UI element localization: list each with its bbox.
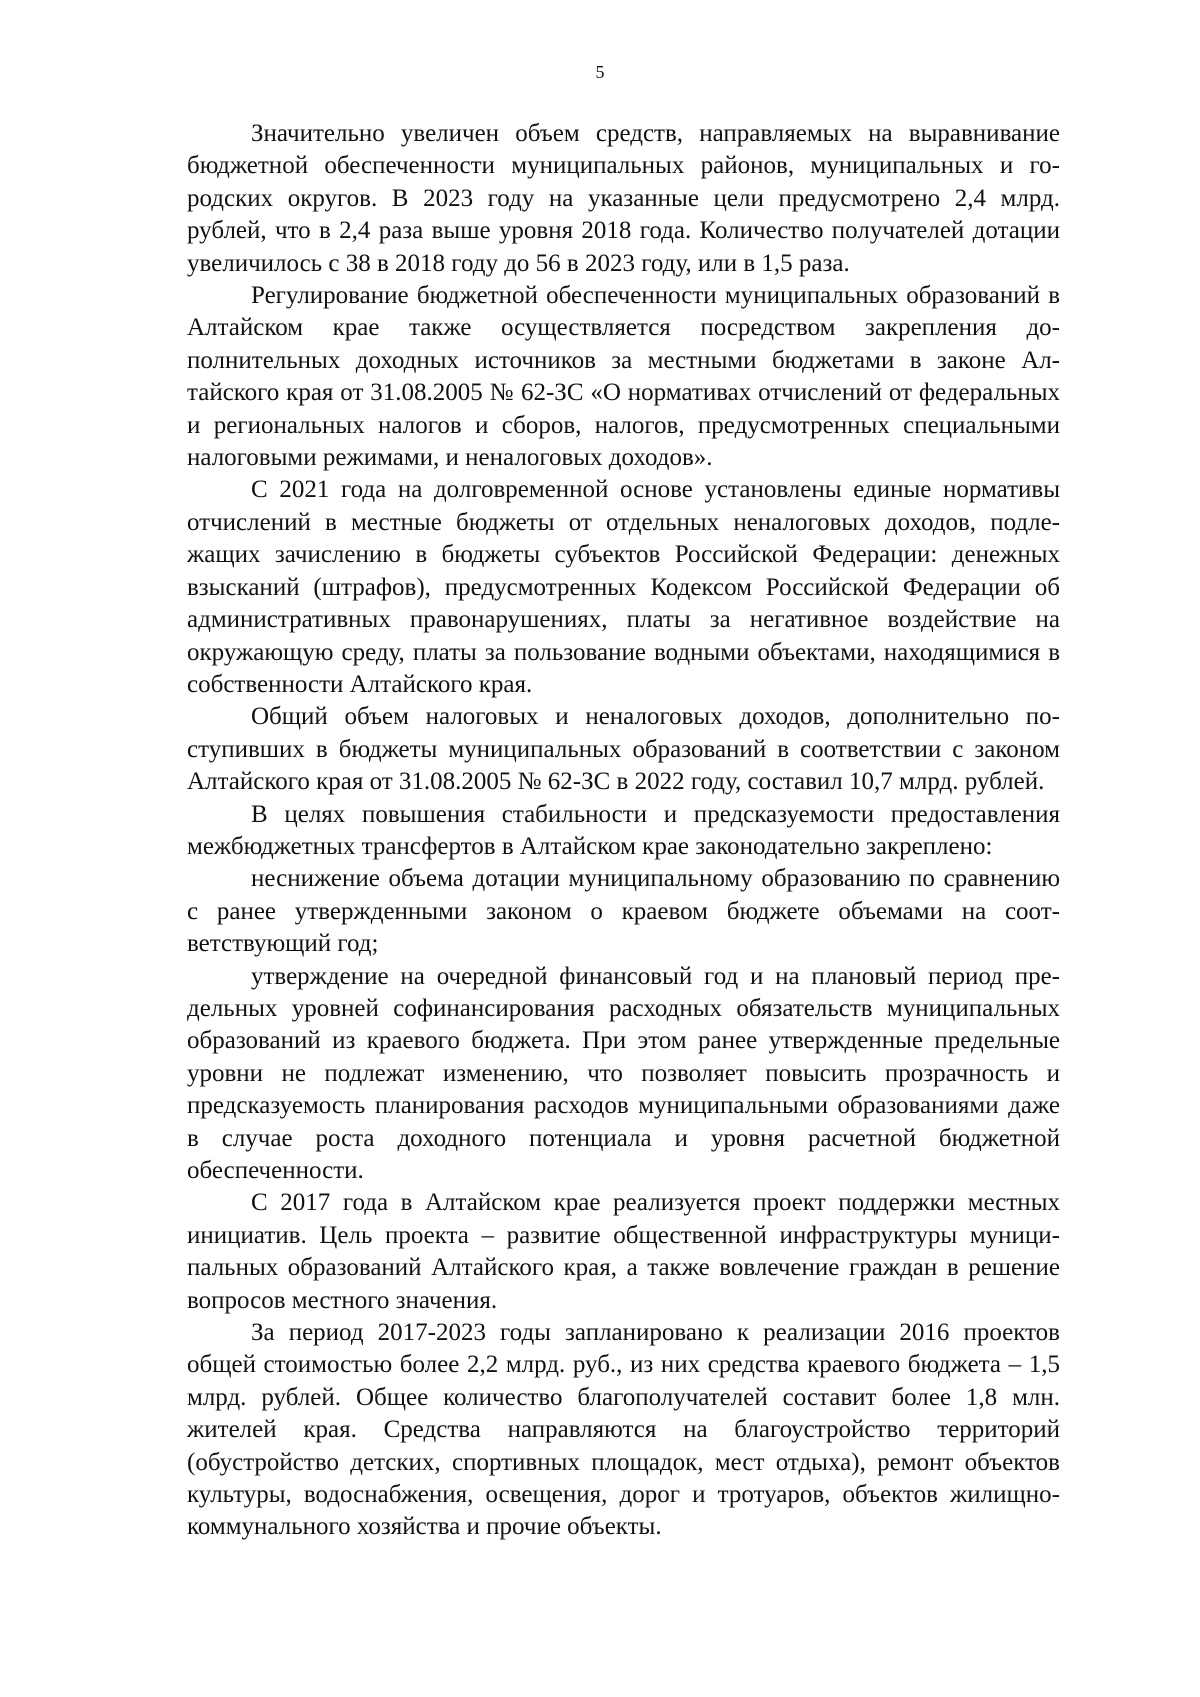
paragraph-projects-period: За период 2017-2023 годы запланировано к реализации 2016 проектов общей стоимостью более 2,2 млрд. руб., из них средства краевого бюджета – 1,5 млрд. рублей. Общее количество благополучателей составит более 1,8 млн. жителей края. Средства направляются на благоустройство территорий (обустройство детских, спортивных площадок, мест отдыха), ремонт объектов культуры, водоснабжения, освещения, дорог и тротуаров, объектов жилищно-коммунального хозяйства и прочие объекты. [187,1319,1060,1541]
document-body [187,118,1060,1544]
paragraph-budget-regulation: Регулирование бюджетной обеспеченности муниципальных образований в Алтайском крае также осуществляется посредством закрепления дополнительных доходных источников за местными бюджетами в законе Алтайского края от 31.08.2005 № 62-ЗС «О нормативах отчислений от федеральных и региональных налогов и сборов, налогов, предусмотренных специальными налоговыми режимами, и неналоговых доходов». [187,282,1060,472]
page-number: 5 [595,62,605,82]
paragraph-local-initiatives: С 2017 года в Алтайском крае реализуется проект поддержки местных инициатив. Цель проекта – развитие общественной инфраструктуры муниципальных образований Алтайского края, а также вовлечение граждан в решение вопросов местного значения. [187,1189,1060,1314]
paragraph-subsidy-non-reduction: неснижение объема дотации муниципальному образованию по сравнению с ранее утвержденными законом о краевом бюджете объемами на соответствующий год; [187,865,1060,958]
paragraph-cofinancing-limits: утверждение на очередной финансовый год и на плановый период предельных уровней софинансирования расходных обязательств муниципальных образований из краевого бюджета. При этом ранее утвержденные предельные уровни не подлежат изменению, что позволяет повысить прозрачность и предсказуемость планирования расходов муниципальными образованиями даже в случае роста доходного потенциала и уровня расчетной бюджетной обеспеченности. [187,962,1060,1184]
paragraph-equalization-funding: Значительно увеличен объем средств, направляемых на выравнивание бюджетной обеспеченности муниципальных районов, муниципальных и городских округов. В 2023 году на указанные цели предусмотрено 2,4 млрд. рублей, что в 2,4 раза выше уровня 2018 года. Количество получателей дотации увеличилось с 38 в 2018 году до 56 в 2023 году, или в 1,5 раза. [187,120,1060,277]
paragraph-stability-goals: В целях повышения стабильности и предсказуемости предоставления межбюджетных трансфертов в Алтайском крае законодательно закреплено: [187,800,1060,860]
paragraph-total-revenue: Общий объем налоговых и неналоговых доходов, дополнительно поступивших в бюджеты муниципальных образований в соответствии с законом Алтайского края от 31.08.2005 № 62-ЗС в 2022 году, составил 10,7 млрд. рублей. [187,703,1060,796]
paragraph-unified-standards: С 2021 года на долговременной основе установлены единые нормативы отчислений в местные бюджеты от отдельных неналоговых доходов, подлежащих зачислению в бюджеты субъектов Российской Федерации: денежных взысканий (штрафов), предусмотренных Кодексом Российской Федерации об административных правонарушениях, платы за негативное воздействие на окружающую среду, платы за пользование водными объектами, находящимися в собственности Алтайского края. [187,476,1060,698]
